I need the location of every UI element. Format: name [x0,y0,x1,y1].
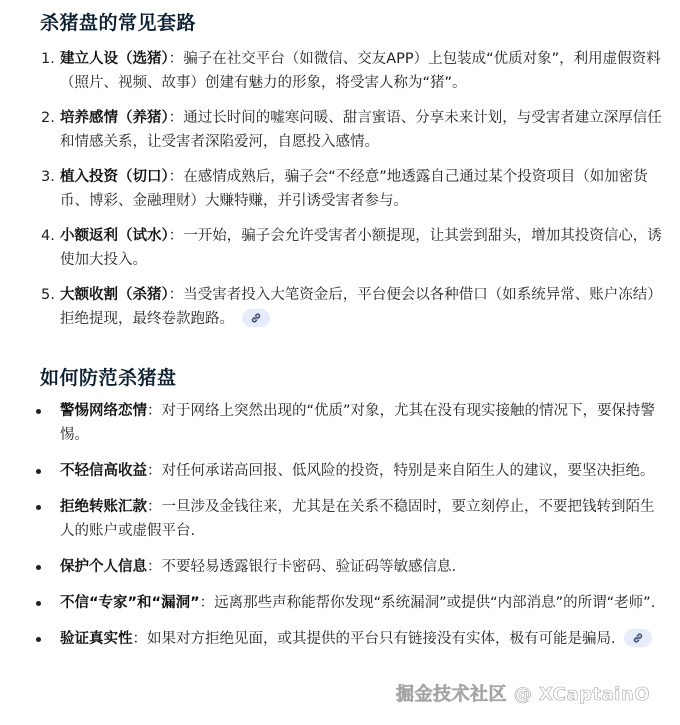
item-number: 4. [41,228,55,244]
item-number: 2. [41,110,55,126]
item-term: 建立人设（选猪） [60,51,169,67]
bullet-icon [36,469,41,474]
separator: ： [168,169,184,185]
item-text: 当受害者投入大笔资金后，平台便会以各种借口（如系统异常、账户冻结）拒绝提现，最终卷款跑路。 [60,287,662,327]
list-item [40,165,665,213]
source-link-button[interactable] [624,629,652,647]
prevention-list [40,399,665,663]
item-text: 一旦涉及金钱往来，尤其是在关系不稳固时，要立刻停止，不要把钱转到陌生人的账户或虚假平台. [60,499,655,539]
bullet-icon [36,505,41,510]
separator: ： [168,51,184,67]
list-item [40,106,665,154]
item-number: 3. [41,169,55,185]
separator: ： [147,499,162,515]
source-link-button[interactable] [242,309,270,327]
list-item [40,495,665,543]
item-text: 在感情成熟后，骗子会“不经意”地透露自己通过某个投资项目（如加密货币、博彩、金融理财）大赚特赚，并引诱受害者参与。 [60,169,648,209]
item-text: 远离那些声称能帮你发现“系统漏洞”或提供“内部消息”的所谓“老师”. [214,595,656,611]
item-term: 培养感情（养猪） [60,110,169,126]
bullet-icon [36,637,41,642]
list-item [40,591,665,615]
item-term: 小额返利（试水） [60,228,169,244]
item-term: 不信“专家”和“漏洞” [60,595,200,611]
separator: ： [147,403,162,419]
item-term: 植入投资（切口） [60,169,169,185]
separator: ： [168,287,184,303]
item-text: 骗子在社交平台（如微信、交友APP）上包装成“优质对象”，利用虚假资料（照片、视频、故事）创建有魅力的形象，将受害人称为“猪”。 [60,51,661,91]
item-text: 对任何承诺高回报、低风险的投资，特别是来自陌生人的建议，要坚决拒绝。 [161,463,655,479]
separator: ： [168,110,184,126]
item-text: 对于网络上突然出现的“优质”对象，尤其在没有现实接触的情况下，要保持警惕。 [60,403,656,443]
item-term: 保护个人信息 [60,559,147,575]
list-item [40,627,665,651]
item-term: 拒绝转账汇款 [60,499,147,515]
link-icon [250,312,262,324]
item-text: 如果对方拒绝见面，或其提供的平台只有链接没有实体，极有可能是骗局. [147,631,616,647]
list-item [40,459,665,483]
separator: ： [147,559,162,575]
item-number: 1. [41,51,55,67]
item-term: 验证真实性 [60,631,133,647]
separator: ： [168,228,184,244]
watermark: 掘金技术社区 @ XCaptainO [396,684,651,705]
item-term: 警惕网络恋情 [60,403,147,419]
item-term: 不轻信高收益 [60,463,147,479]
item-text: 不要轻易透露银行卡密码、验证码等敏感信息. [161,559,457,575]
separator: ： [147,463,162,479]
section-heading-common-tactics: 杀猪盘的常见套路 [40,12,197,34]
item-text: 一开始，骗子会允许受害者小额提现，让其尝到甜头，增加其投资信心，诱使加大投入。 [60,228,662,268]
list-item [40,399,665,447]
section-heading-prevention: 如何防范杀猪盘 [40,367,177,389]
bullet-icon [36,409,41,414]
list-item [40,47,665,95]
link-icon [632,632,644,644]
item-term: 大额收割（杀猪） [60,287,169,303]
list-item [40,224,665,272]
tactics-list [40,47,665,342]
item-number: 5. [41,287,55,303]
item-text: 通过长时间的嘘寒问暖、甜言蜜语、分享未来计划，与受害者建立深厚信任和情感关系，让受害者深陷爱河，自愿投入感情。 [60,110,662,150]
list-item [40,555,665,579]
separator: ： [132,631,147,647]
bullet-icon [36,565,41,570]
bullet-icon [36,601,41,606]
separator: ： [199,595,215,611]
list-item [40,283,665,331]
